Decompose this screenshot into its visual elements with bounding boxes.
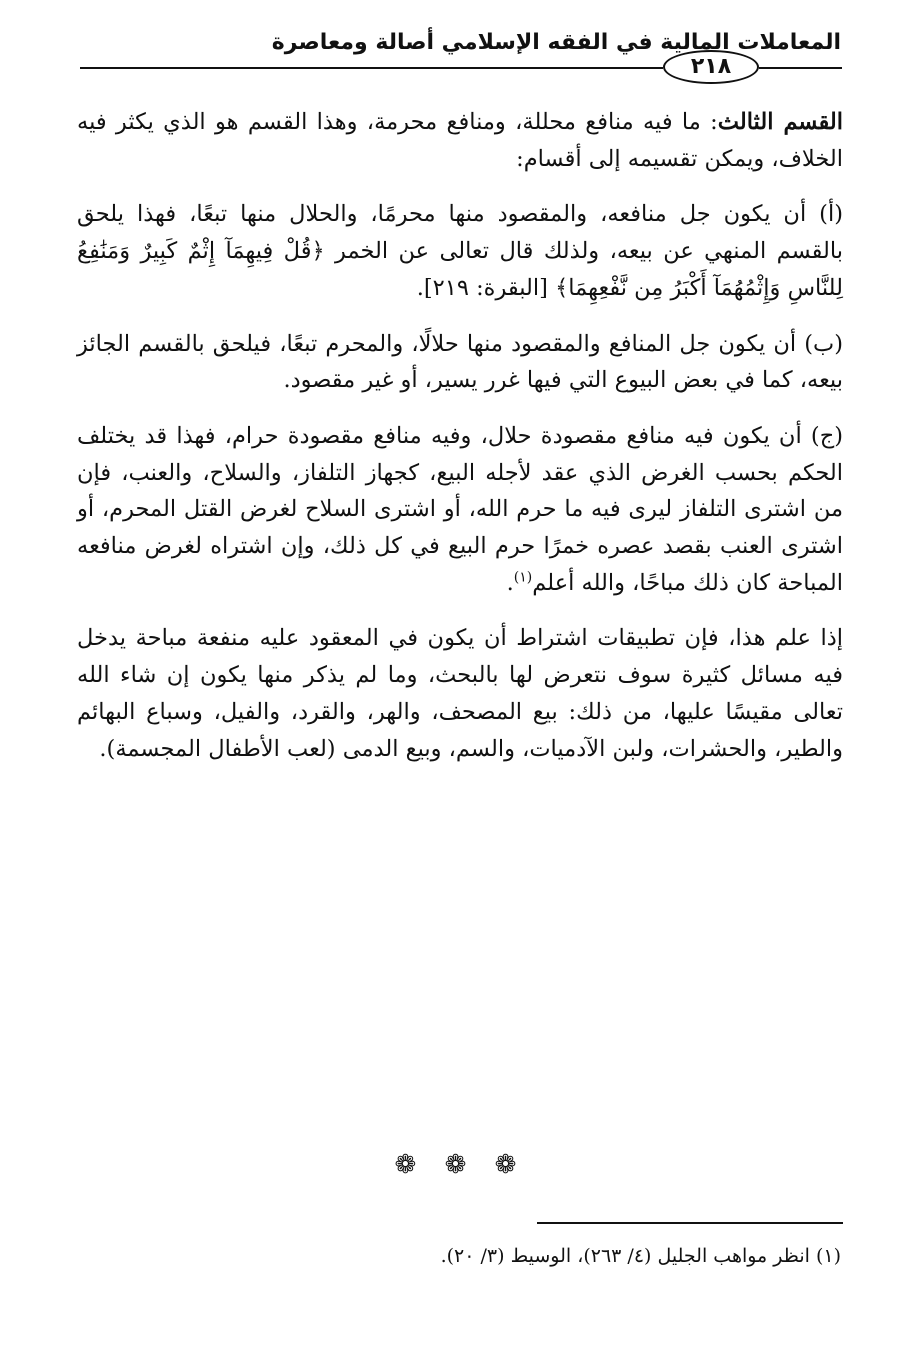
page-number: ٢١٨ — [663, 50, 759, 84]
section-term: القسم الثالث — [717, 109, 843, 135]
header-rule — [80, 67, 663, 69]
header-rule-right — [759, 67, 842, 69]
footnote-reference: (١) — [513, 569, 533, 586]
paragraph-jim — [77, 418, 843, 602]
paragraph-text: (ج) أن يكون فيه منافع مقصودة حلال، وفيه منافع مقصودة حرام، فهذا قد يختلف الحكم بحسب الغرض الذي عقد لأجله البيع، كجهاز التلفاز، والسلاح، والعنب، فإن من اشترى التلفاز ليرى فيه ما حرم الله، أو اشترى السلاح لغرض القتل المحرم، أو اشترى العنب بقصد عصره خمرًا حرم البيع في كل ذلك، وإن اشتراه لغرض منافعه المباحة كان ذلك مباحًا، والله أعلم — [77, 422, 843, 596]
paragraph-ba: (ب) أن يكون جل المنافع والمقصود منها حلالًا، والمحرم تبعًا، فيلحق بالقسم الجائز بيعه، كما في بعض البيوع التي فيها غرر يسير، أو غير مقصود. — [77, 330, 843, 394]
footnote-rule — [537, 1222, 843, 1224]
paragraph-applications: إذا علم هذا، فإن تطبيقات اشتراط أن يكون في المعقود عليه منفعة مباحة يدخل فيه مسائل كثيرة سوف نتعرض لها بالبحث، وما لم يذكر منها يكون إن شاء الله تعالى مقيسًا عليها، من ذلك: بيع المصحف، والهر، والقرد، والفيل، وسباع البهائم والطير، والحشرات، ولبن الآدميات، والسم، وبيع الدمى (لعب الأطفال المجسمة). — [77, 625, 843, 762]
section-ornament: ❁ ❁ ❁ — [394, 1150, 527, 1180]
paragraph-end: . — [506, 569, 514, 596]
body-text — [77, 104, 843, 786]
paragraph-text: : ما فيه منافع محللة، ومنافع محرمة، وهذا القسم هو الذي يكثر فيه الخلاف، ويمكن تقسيمه إلى أقسام: — [77, 109, 843, 172]
footnote-text: (١) انظر مواهب الجليل (٤/ ٢٦٣)، الوسيط (٣/ ٢٠). — [440, 1245, 841, 1267]
paragraph-third-section — [77, 104, 843, 177]
paragraph-alif: (أ) أن يكون جل منافعه، والمقصود منها محرمًا، والحلال منها تبعًا، فهذا يلحق بالقسم المنهي عن بيعه، ولذلك قال تعالى عن الخمر ﴿قُلْ فِيهِمَآ إِثْمٌ كَبِيرٌ وَمَنَٰفِعُ لِلنَّاسِ وَإِثْمُهُمَآ أَكْبَرُ مِن نَّفْعِهِمَا﴾ [البقرة: ٢١٩]. — [77, 201, 843, 301]
running-header-title: المعاملات المالية في الفقه الإسلامي أصالة ومعاصرة — [271, 30, 841, 55]
